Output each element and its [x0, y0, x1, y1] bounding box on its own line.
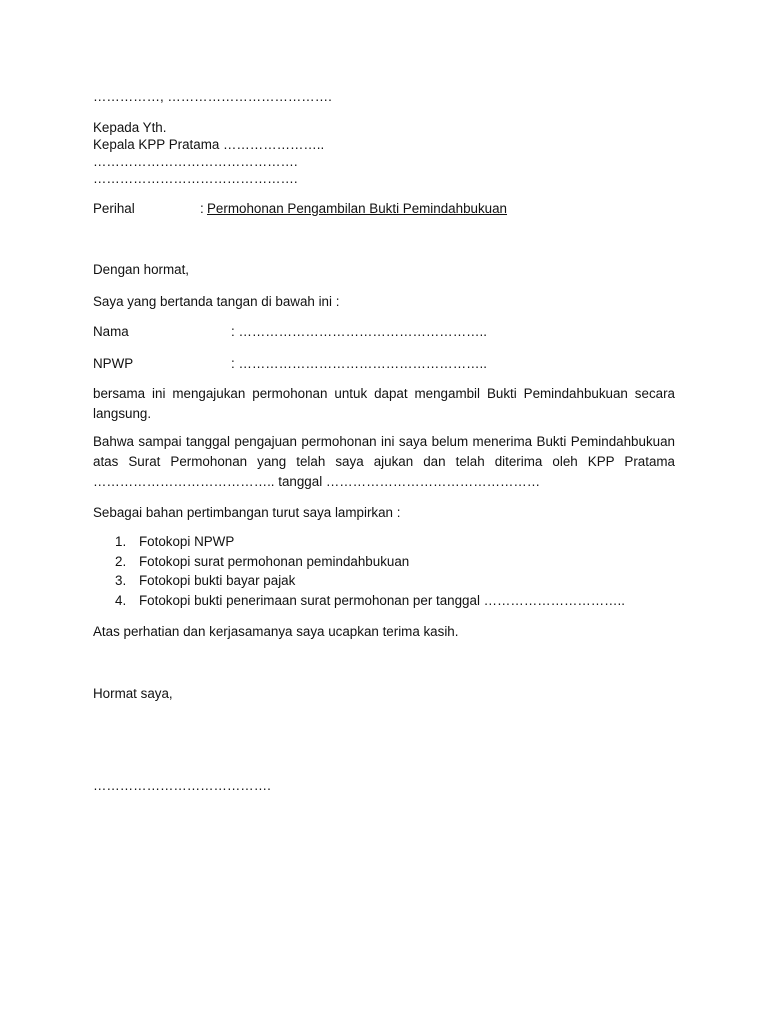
- signature-line: ………………………………….: [93, 778, 271, 793]
- date-line: ……………, ……………………………….: [93, 89, 332, 104]
- closing-text: Atas perhatian dan kerjasamanya saya ucapkan terima kasih.: [93, 624, 459, 639]
- recipient-address-line-1: ……………………………………….: [93, 154, 298, 169]
- list-item-text: Fotokopi bukti penerimaan surat permohonan per tanggal …………………………..: [139, 592, 625, 608]
- paragraph-statement: Bahwa sampai tanggal pengajuan permohonan ini saya belum menerima Bukti Pemindahbukuan atas Surat Permohonan yang telah saya ajukan dan telah diterima oleh KPP Pratama ………………………………….. tanggal …………………………………………: [93, 434, 675, 489]
- subject-label: Perihal: [93, 201, 135, 216]
- field-value: : ………………………………………………..: [231, 324, 487, 339]
- field-label: NPWP: [93, 356, 134, 371]
- list-item-text: Fotokopi bukti bayar pajak: [139, 573, 296, 588]
- intro-text: Saya yang bertanda tangan di bawah ini :: [93, 294, 340, 309]
- subject-value: Permohonan Pengambilan Bukti Pemindahbukuan: [207, 201, 508, 216]
- paragraph-request: bersama ini mengajukan permohonan untuk dapat mengambil Bukti Pemindahbukuan secara langsung.: [93, 386, 675, 421]
- salutation: Dengan hormat,: [93, 262, 190, 277]
- regards-text: Hormat saya,: [93, 686, 173, 701]
- list-item-number: 2.: [115, 553, 127, 569]
- attachments-intro: Sebagai bahan pertimbangan turut saya lampirkan :: [93, 505, 401, 520]
- recipient-address-line-2: ……………………………………….: [93, 171, 298, 186]
- list-item-number: 3.: [115, 573, 127, 588]
- field-label: Nama: [93, 324, 129, 339]
- recipient-greeting: Kepada Yth.: [93, 120, 167, 135]
- list-item-number: 1.: [115, 534, 127, 549]
- list-item-text: Fotokopi NPWP: [139, 534, 235, 549]
- recipient-office: Kepala KPP Pratama …………………..: [93, 137, 325, 152]
- list-item-number: 4.: [115, 592, 127, 608]
- field-value: : ………………………………………………..: [231, 356, 487, 371]
- list-item-text: Fotokopi surat permohonan pemindahbukuan: [139, 553, 410, 569]
- subject-colon: :: [200, 201, 204, 216]
